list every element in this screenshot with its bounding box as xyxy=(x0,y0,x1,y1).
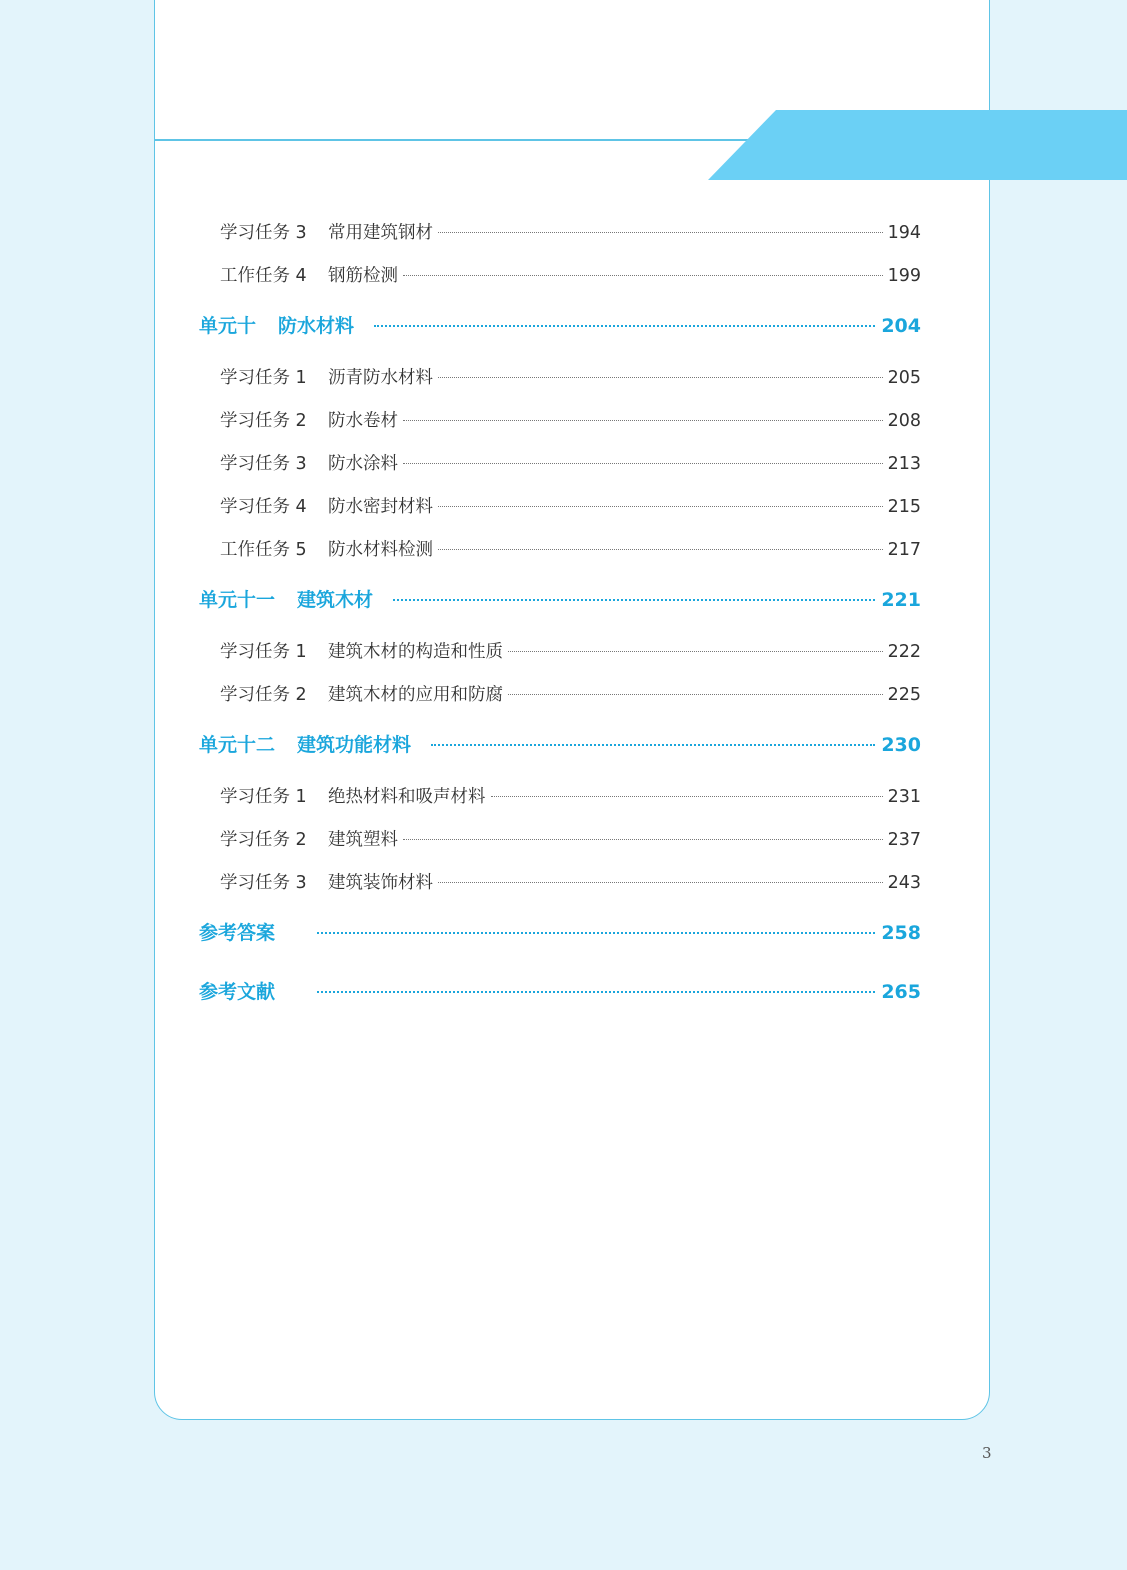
dot-leader xyxy=(508,651,883,652)
dot-leader xyxy=(438,506,883,507)
toc-entry[interactable] xyxy=(220,493,921,518)
dot-leader xyxy=(403,420,883,421)
toc-entry[interactable] xyxy=(220,826,921,851)
toc-entry-title: 防水材料检测 xyxy=(328,540,433,560)
dot-leader xyxy=(403,463,883,464)
toc-entry[interactable] xyxy=(220,450,921,475)
dot-leader xyxy=(393,599,875,601)
dot-leader xyxy=(438,549,883,550)
toc-entry-page: 225 xyxy=(887,685,921,705)
toc-entry[interactable] xyxy=(220,364,921,389)
toc-entry-number: 学习任务 3 xyxy=(220,223,307,243)
toc-entry-title: 建筑装饰材料 xyxy=(328,873,433,893)
toc-unit-number: 单元十一 xyxy=(199,589,276,611)
dot-leader xyxy=(403,839,883,840)
dot-leader xyxy=(508,694,883,695)
toc-entry-number: 工作任务 4 xyxy=(220,266,307,286)
toc-entry-number: 学习任务 2 xyxy=(220,411,307,431)
toc-unit-page: 204 xyxy=(881,315,921,337)
toc-entry[interactable] xyxy=(220,638,921,663)
toc-entry-number: 学习任务 1 xyxy=(220,787,307,807)
toc-entry-number: 学习任务 2 xyxy=(220,830,307,850)
toc-entry[interactable] xyxy=(220,783,921,808)
toc-entry-page: 213 xyxy=(887,454,921,474)
toc-unit-page: 258 xyxy=(881,922,921,944)
dot-leader xyxy=(438,232,883,233)
toc-entry-title: 钢筋检测 xyxy=(328,266,398,286)
toc-entry-page: 199 xyxy=(887,266,921,286)
dot-leader xyxy=(317,991,875,993)
toc-unit-number: 单元十二 xyxy=(199,734,276,756)
dot-leader xyxy=(374,325,875,327)
toc-entry[interactable] xyxy=(220,681,921,706)
toc-unit-heading[interactable] xyxy=(199,311,921,338)
toc-entry-number: 学习任务 3 xyxy=(220,873,307,893)
toc-entry-title: 常用建筑钢材 xyxy=(328,223,433,243)
toc-entry-title: 防水密封材料 xyxy=(328,497,433,517)
toc-entry-page: 208 xyxy=(887,411,921,431)
toc-unit-number: 参考答案 xyxy=(199,922,276,944)
toc-entry-title: 绝热材料和吸声材料 xyxy=(328,787,486,807)
toc-entry-page: 243 xyxy=(887,873,921,893)
toc-entry-page: 194 xyxy=(887,223,921,243)
toc-unit-heading[interactable] xyxy=(199,918,921,945)
toc-entry-title: 建筑木材的构造和性质 xyxy=(328,642,503,662)
toc-entry-page: 215 xyxy=(887,497,921,517)
page-number: 3 xyxy=(982,1444,992,1462)
toc-unit-page: 230 xyxy=(881,734,921,756)
toc-unit-heading[interactable] xyxy=(199,585,921,612)
toc-unit-number: 单元十 xyxy=(199,315,257,337)
toc-unit-title: 建筑木材 xyxy=(297,589,374,611)
toc-unit-heading[interactable] xyxy=(199,977,921,1004)
toc-entry-title: 沥青防水材料 xyxy=(328,368,433,388)
toc-unit-page: 265 xyxy=(881,981,921,1003)
toc-entry-number: 学习任务 1 xyxy=(220,368,307,388)
toc-unit-page: 221 xyxy=(881,589,921,611)
toc-entry-number: 学习任务 1 xyxy=(220,642,307,662)
toc-entry-number: 工作任务 5 xyxy=(220,540,307,560)
toc-entry[interactable] xyxy=(220,219,921,244)
toc-entry-page: 222 xyxy=(887,642,921,662)
toc-entry-title: 建筑塑料 xyxy=(328,830,398,850)
toc-entry[interactable] xyxy=(220,407,921,432)
toc-entry-page: 205 xyxy=(887,368,921,388)
toc-unit-heading[interactable] xyxy=(199,730,921,757)
toc-entry[interactable] xyxy=(220,536,921,561)
toc-entry-title: 防水涂料 xyxy=(328,454,398,474)
toc-entry-page: 217 xyxy=(887,540,921,560)
toc-entry[interactable] xyxy=(220,262,921,287)
toc-entry-title: 防水卷材 xyxy=(328,411,398,431)
dot-leader xyxy=(317,932,875,934)
toc-unit-title: 建筑功能材料 xyxy=(297,734,412,756)
dot-leader xyxy=(491,796,883,797)
toc-unit-title: 防水材料 xyxy=(278,315,355,337)
toc-entry-page: 237 xyxy=(887,830,921,850)
toc-entry-page: 231 xyxy=(887,787,921,807)
toc-unit-number: 参考文献 xyxy=(199,981,276,1003)
dot-leader xyxy=(438,882,883,883)
toc-entry-title: 建筑木材的应用和防腐 xyxy=(328,685,503,705)
dot-leader xyxy=(431,744,875,746)
toc-entry-number: 学习任务 4 xyxy=(220,497,307,517)
toc-entry[interactable] xyxy=(220,869,921,894)
toc-entry-number: 学习任务 2 xyxy=(220,685,307,705)
dot-leader xyxy=(403,275,883,276)
toc-entry-number: 学习任务 3 xyxy=(220,454,307,474)
dot-leader xyxy=(438,377,883,378)
